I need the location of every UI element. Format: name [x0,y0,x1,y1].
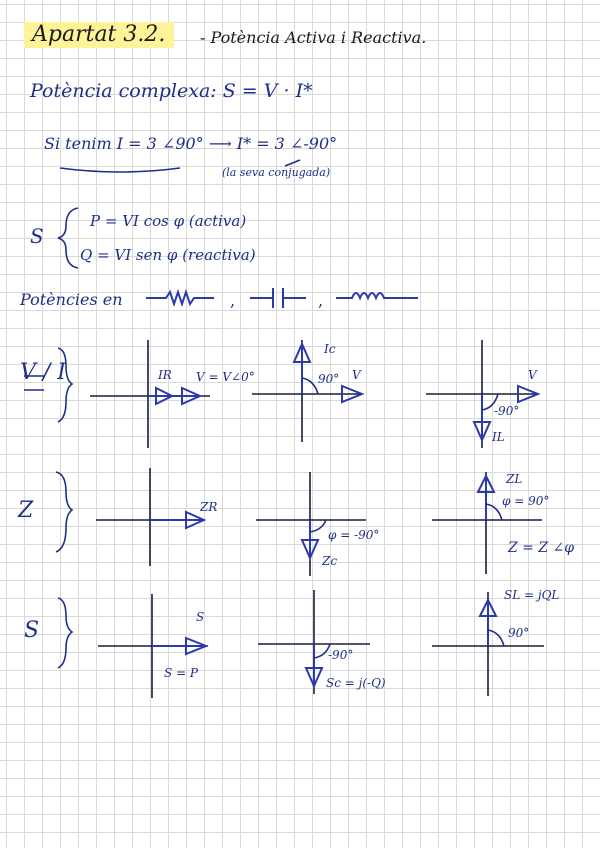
label-c-z: Zc [322,554,338,568]
brace-z [56,472,72,552]
active-power-formula: P = VI cos φ (activa) [90,212,247,230]
label-l-vi-i: IL [492,430,505,444]
label-c-vi-i: Ic [324,342,336,356]
diagram-r-s [98,594,208,698]
row-label-vi: V / I [20,360,66,385]
label-c-vi-ang: 90° [318,372,340,386]
power-symbol: S [30,224,44,248]
label-c-s: Sc = j(-Q) [326,676,386,690]
label-l-z: ZL [506,472,523,486]
vi-divider [24,376,44,390]
diagram-r-z [96,468,204,566]
section-title: Apartat 3.2. [32,22,166,47]
diagram-l-z [432,472,542,574]
inductor-icon [336,293,418,298]
label-r-vi-v: V = V∠0° [196,370,255,384]
underline [60,168,180,172]
svg-text:,: , [318,291,324,310]
powers-in-label: Potències en [20,290,123,309]
diagram-l-s [432,592,544,696]
complex-power-formula: Potència complexa: S = V · I* [30,80,313,102]
label-c-z-ang: φ = -90° [328,528,380,542]
label-l-s: SL = jQL [504,588,560,602]
diagram-l-vi [426,340,538,448]
svg-text:,: , [230,291,236,310]
note-arrow [285,160,300,166]
conjugate-note: (la seva conjugada) [222,166,331,179]
label-c-s-ang: -90° [328,648,354,662]
diagram-c-z [256,472,366,576]
brace-vi [58,348,72,422]
resistor-icon [146,292,214,304]
row-label-s: S [24,618,40,643]
label-r-s-eq: S = P [164,666,198,680]
brace-s [58,598,72,668]
diagram-c-vi [252,340,362,442]
conjugate-example: Si tenim I = 3 ∠90° ⟶ I* = 3 ∠-90° [44,134,338,153]
label-c-vi-v: V [352,368,361,382]
label-l-z-ang: φ = 90° [502,494,550,508]
reactive-power-formula: Q = VI sen φ (reactiva) [80,246,256,264]
capacitor-icon [250,288,306,308]
system-brace [58,208,78,268]
label-l-vi-v: V [528,368,537,382]
label-l-z-formula: Z = Z ∠φ [508,540,575,556]
row-label-z: Z [18,498,34,523]
label-l-vi-ang: -90° [494,404,520,418]
label-r-z: ZR [200,500,218,514]
diagram-r-vi [90,340,210,448]
label-r-vi-i: IR [158,368,172,382]
label-r-s: S [196,610,205,624]
label-l-s-ang: 90° [508,626,530,640]
section-subtitle: - Potència Activa i Reactiva. [200,28,427,47]
